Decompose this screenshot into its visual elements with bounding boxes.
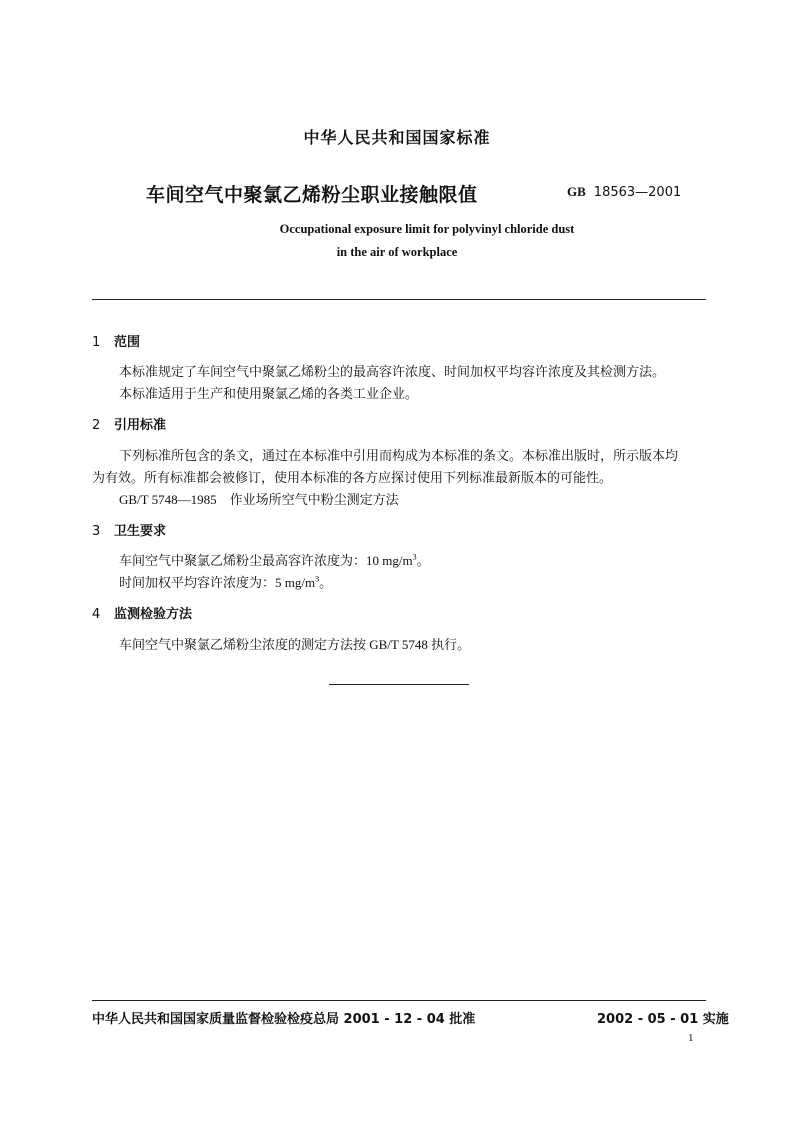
section-title: 监测检验方法 bbox=[114, 607, 193, 622]
section-3-heading bbox=[92, 520, 166, 539]
approval-statement: 中华人民共和国国家质量监督检验检疫总局 2001 - 12 - 04 批准 bbox=[92, 1012, 476, 1027]
footer-divider bbox=[92, 1000, 706, 1001]
twa-concentration-text: 时间加权平均容许浓度为：5 mg/m bbox=[119, 575, 316, 590]
standard-prefix: GB bbox=[567, 184, 586, 199]
section-number: 3 bbox=[92, 524, 101, 539]
line-end-punct: 。 bbox=[319, 575, 333, 590]
section-4-line-1: 车间空气中聚氯乙烯粉尘浓度的测定方法按 GB/T 5748 执行。 bbox=[119, 637, 471, 652]
standard-number-value: 18563—2001 bbox=[593, 185, 682, 200]
section-4-heading bbox=[92, 603, 192, 622]
section-number: 1 bbox=[92, 335, 101, 350]
standard-number bbox=[567, 184, 681, 200]
section-2-line-2: 为有效。所有标准都会被修订，使用本标准的各方应探讨使用下列标准最新版本的可能性。 bbox=[92, 470, 613, 485]
section-3-line-2 bbox=[119, 572, 332, 591]
section-3-line-1 bbox=[119, 550, 430, 569]
section-1-heading bbox=[92, 331, 140, 350]
section-title: 卫生要求 bbox=[114, 524, 167, 539]
end-of-text-rule bbox=[329, 684, 469, 685]
max-concentration-text: 车间空气中聚氯乙烯粉尘最高容许浓度为：10 mg/m bbox=[119, 553, 413, 568]
standard-title-en-line1: Occupational exposure limit for polyvinyl chloride dust bbox=[279, 222, 575, 236]
section-number: 4 bbox=[92, 607, 101, 622]
standard-title-cn: 车间空气中聚氯乙烯粉尘职业接触限值 bbox=[146, 184, 478, 206]
section-2-heading bbox=[92, 414, 166, 433]
issuing-body-header: 中华人民共和国国家标准 bbox=[303, 128, 491, 147]
line-end-punct: 。 bbox=[416, 553, 430, 568]
section-1-line-2: 本标准适用于生产和使用聚氯乙烯的各类工业企业。 bbox=[119, 386, 419, 401]
referenced-standard: GB/T 5748—1985 作业场所空气中粉尘测定方法 bbox=[119, 492, 399, 507]
standard-title-en-line2: in the air of workplace bbox=[336, 245, 458, 259]
effective-date: 2002 - 05 - 01 实施 bbox=[597, 1012, 729, 1027]
section-number: 2 bbox=[92, 418, 101, 433]
page-number: 1 bbox=[688, 1032, 694, 1044]
section-title: 引用标准 bbox=[114, 418, 167, 433]
unit-superscript: 3 bbox=[315, 574, 320, 584]
unit-superscript: 3 bbox=[412, 552, 417, 562]
section-2-line-1: 下列标准所包含的条文，通过在本标准中引用而构成为本标准的条文。本标准出版时，所示版本均 bbox=[119, 448, 679, 463]
header-divider bbox=[92, 299, 706, 300]
section-title: 范围 bbox=[114, 335, 141, 350]
section-1-line-1: 本标准规定了车间空气中聚氯乙烯粉尘的最高容许浓度、时间加权平均容许浓度及其检测方法。 bbox=[119, 364, 666, 379]
